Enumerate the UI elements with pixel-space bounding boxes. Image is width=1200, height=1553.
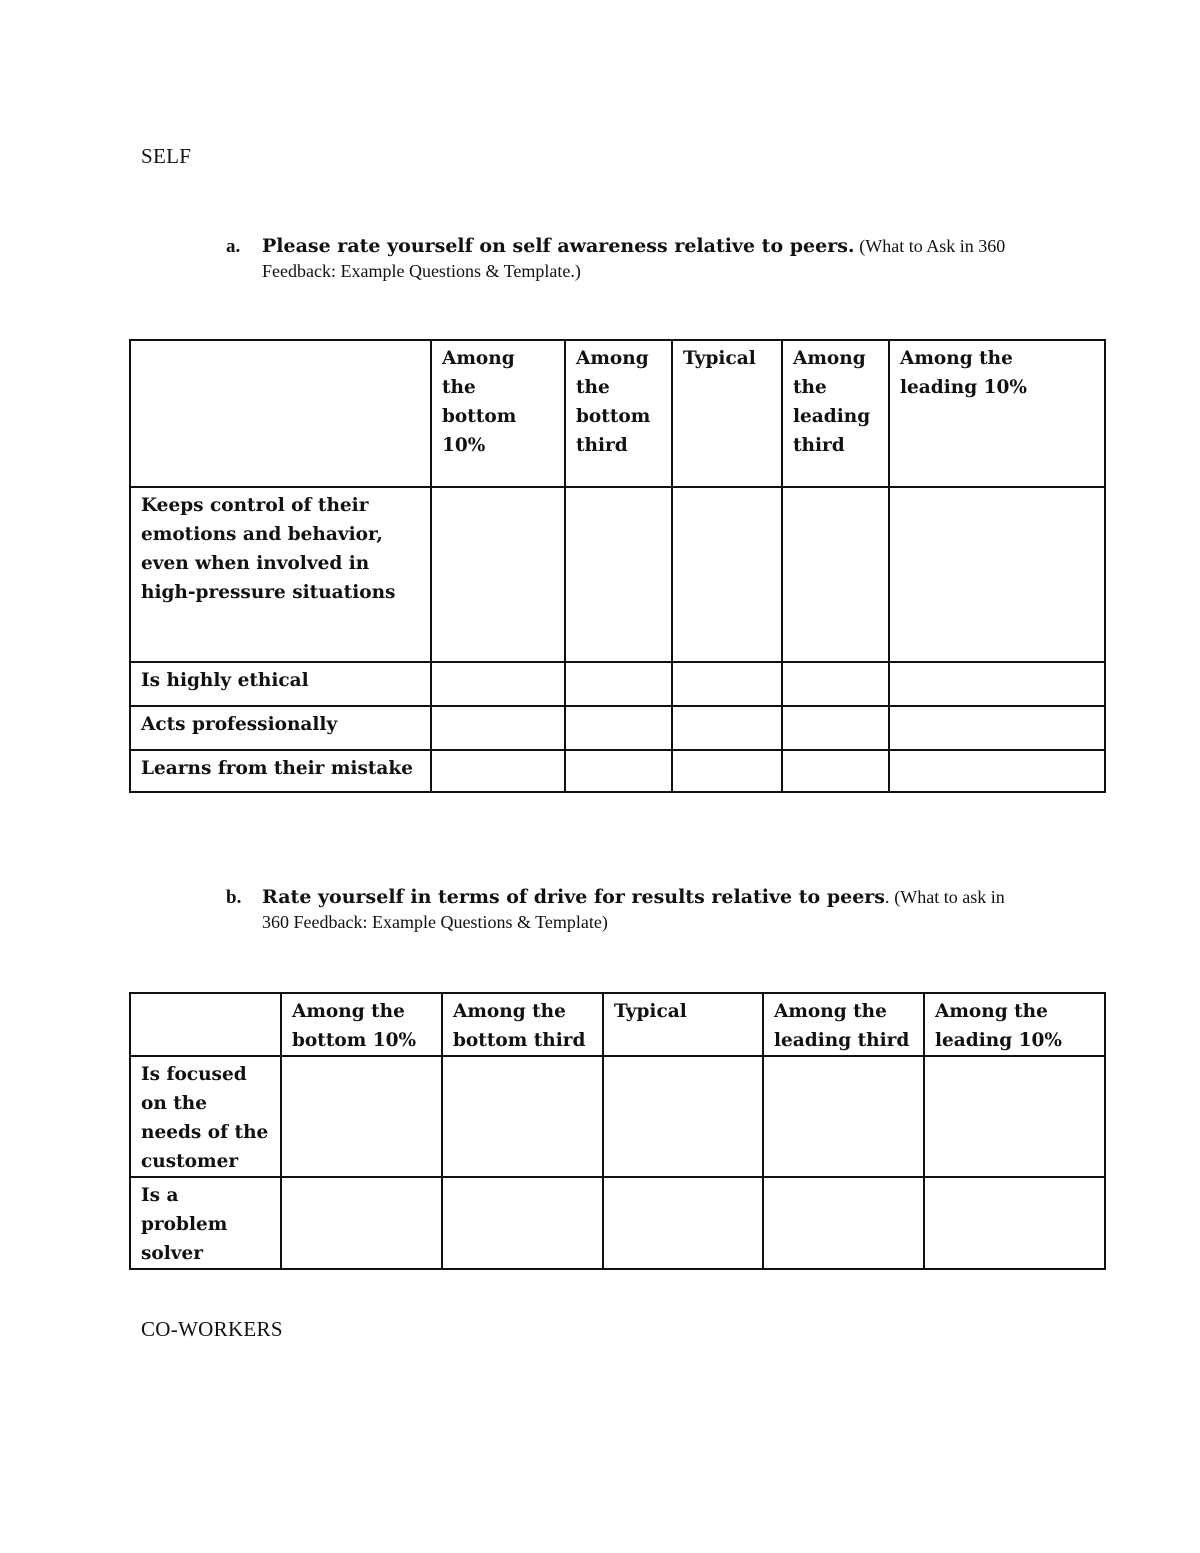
question-a-body [262, 234, 1026, 284]
rating-cell[interactable] [782, 750, 889, 792]
rating-cell[interactable] [442, 1177, 603, 1269]
rating-cell[interactable] [924, 1177, 1105, 1269]
header-cell-bottom-third: Among the bottom third [442, 993, 603, 1056]
rating-table-a [129, 339, 1106, 793]
table-header-row [130, 993, 1105, 1056]
question-a-text: Please rate yourself on self awareness relative to peers. [262, 235, 855, 257]
header-cell-typical: Typical [603, 993, 763, 1056]
row-label: Is a problem solver [130, 1177, 281, 1269]
header-cell-leading-third: Among the leading third [763, 993, 924, 1056]
rating-cell[interactable] [672, 750, 782, 792]
rating-cell[interactable] [281, 1056, 442, 1177]
rating-cell[interactable] [924, 1056, 1105, 1177]
rating-cell[interactable] [763, 1056, 924, 1177]
table-row [130, 750, 1105, 792]
header-cell-leading-10: Among the leading 10% [924, 993, 1105, 1056]
row-label: Learns from their mistake [130, 750, 431, 792]
rating-cell[interactable] [603, 1056, 763, 1177]
rating-cell[interactable] [431, 662, 565, 706]
rating-cell[interactable] [672, 706, 782, 750]
rating-cell[interactable] [889, 750, 1105, 792]
rating-cell[interactable] [565, 750, 672, 792]
rating-cell[interactable] [603, 1177, 763, 1269]
question-b-text: Rate yourself in terms of drive for results relative to peers [262, 886, 885, 908]
rating-cell[interactable] [782, 662, 889, 706]
rating-cell[interactable] [565, 487, 672, 662]
rating-cell[interactable] [281, 1177, 442, 1269]
question-a-note: (What to Ask in 360 Feedback: Example Questions & Template.) [262, 236, 1006, 281]
table-header-row [130, 340, 1105, 487]
table-row [130, 662, 1105, 706]
section-heading-coworkers: CO-WORKERS [141, 1317, 283, 1341]
rating-cell[interactable] [782, 706, 889, 750]
header-cell-bottom-10: Among the bottom 10% [431, 340, 565, 487]
rating-cell[interactable] [431, 750, 565, 792]
question-a-letter: a. [226, 236, 241, 257]
table-row [130, 706, 1105, 750]
header-cell-leading-third: Among the leading third [782, 340, 889, 487]
question-b [226, 885, 1026, 935]
section-heading-self: SELF [141, 144, 192, 168]
question-b-body [262, 885, 1026, 935]
row-label: Is focused on the needs of the customer [130, 1056, 281, 1177]
header-cell-bottom-third: Among the bottom third [565, 340, 672, 487]
rating-cell[interactable] [782, 487, 889, 662]
header-cell-bottom-10: Among the bottom 10% [281, 993, 442, 1056]
rating-cell[interactable] [431, 706, 565, 750]
question-b-period: . [884, 887, 890, 907]
rating-cell[interactable] [442, 1056, 603, 1177]
row-label: Is highly ethical [130, 662, 431, 706]
rating-cell[interactable] [889, 487, 1105, 662]
rating-cell[interactable] [431, 487, 565, 662]
header-cell-leading-10: Among the leading 10% [889, 340, 1105, 487]
table-row [130, 1056, 1105, 1177]
header-cell-empty [130, 340, 431, 487]
table-row [130, 1177, 1105, 1269]
row-label: Acts professionally [130, 706, 431, 750]
question-a [226, 234, 1026, 284]
question-b-note: (What to ask in 360 Feedback: Example Questions & Template) [262, 887, 1005, 932]
question-b-letter: b. [226, 887, 242, 908]
row-label: Keeps control of their emotions and behavior, even when involved in high-pressure situations [130, 487, 431, 662]
header-cell-typical: Typical [672, 340, 782, 487]
rating-cell[interactable] [889, 662, 1105, 706]
rating-cell[interactable] [565, 662, 672, 706]
header-cell-empty [130, 993, 281, 1056]
table-row [130, 487, 1105, 662]
rating-cell[interactable] [565, 706, 672, 750]
rating-table-b [129, 992, 1106, 1270]
rating-cell[interactable] [889, 706, 1105, 750]
rating-cell[interactable] [763, 1177, 924, 1269]
rating-cell[interactable] [672, 487, 782, 662]
rating-cell[interactable] [672, 662, 782, 706]
